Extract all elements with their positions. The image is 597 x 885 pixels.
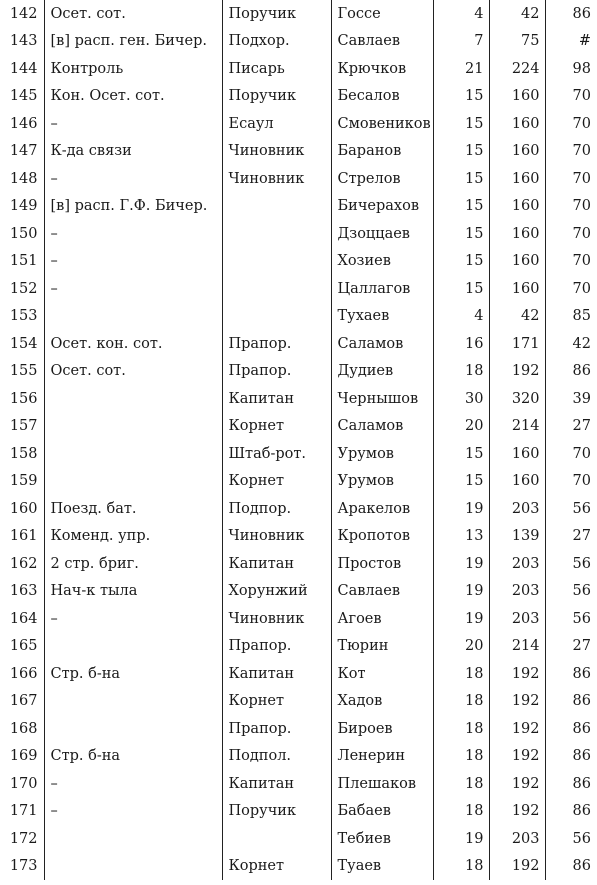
- value-b-cell: 160: [489, 440, 545, 468]
- row-number: 164: [9, 610, 38, 627]
- surname-cell: Стрелов: [331, 165, 433, 193]
- table-row: [0, 220, 597, 248]
- value-b-cell: 139: [489, 523, 545, 551]
- rank-cell: Капитан: [222, 385, 331, 413]
- rank-cell: [222, 193, 331, 221]
- value-a-cell: 15: [433, 165, 489, 193]
- value-c-cell: 86: [545, 770, 597, 798]
- rank-cell: Прапор.: [222, 715, 331, 743]
- unit-cell: –: [44, 770, 222, 798]
- unit-cell: Коменд. упр.: [44, 523, 222, 551]
- value-b-cell: 160: [489, 165, 545, 193]
- value-c-cell: 86: [545, 358, 597, 386]
- value-a-cell: 4: [433, 303, 489, 331]
- value-a-cell: 18: [433, 688, 489, 716]
- value-a-cell: 15: [433, 248, 489, 276]
- value-c-cell: 70: [545, 83, 597, 111]
- table-row: [0, 798, 597, 826]
- rank-cell: Капитан: [222, 660, 331, 688]
- surname-cell: Туаев: [331, 853, 433, 881]
- unit-cell: Кон. Осет. сот.: [44, 83, 222, 111]
- rank-cell: Есаул: [222, 110, 331, 138]
- table-row: [0, 688, 597, 716]
- value-c-cell: 70: [545, 440, 597, 468]
- table-row: [0, 83, 597, 111]
- value-b-cell: 75: [489, 28, 545, 56]
- unit-cell: –: [44, 275, 222, 303]
- value-b-cell: 192: [489, 715, 545, 743]
- value-c-cell: 39: [545, 385, 597, 413]
- surname-cell: Урумов: [331, 468, 433, 496]
- table-row: [0, 275, 597, 303]
- value-b-cell: 160: [489, 275, 545, 303]
- surname-cell: Саламов: [331, 413, 433, 441]
- value-b-cell: 224: [489, 55, 545, 83]
- row-number: 173: [9, 858, 38, 874]
- surname-cell: Урумов: [331, 440, 433, 468]
- table-row: [0, 28, 597, 56]
- table-row: [0, 440, 597, 468]
- surname-cell: Смовеников: [331, 110, 433, 138]
- value-c-cell: 27: [545, 633, 597, 661]
- row-number: 159: [9, 473, 38, 489]
- surname-cell: Савлаев: [331, 28, 433, 56]
- rank-cell: Чиновник: [222, 138, 331, 166]
- row-number: 153: [9, 308, 38, 324]
- table-row: [0, 523, 597, 551]
- unit-cell: Стр. б-на: [44, 743, 222, 771]
- value-c-cell: 27: [545, 523, 597, 551]
- unit-cell: –: [44, 110, 222, 138]
- rank-cell: Чиновник: [222, 605, 331, 633]
- table-row: [0, 0, 597, 28]
- row-number: 168: [9, 720, 38, 737]
- unit-cell: Осет. сот.: [44, 0, 222, 28]
- rank-cell: Корнет: [222, 853, 331, 881]
- value-a-cell: 15: [433, 440, 489, 468]
- value-a-cell: 15: [433, 468, 489, 496]
- row-number: 142: [9, 5, 38, 22]
- value-c-cell: 98: [545, 55, 597, 83]
- surname-cell: Дудиев: [331, 358, 433, 386]
- value-b-cell: 192: [489, 660, 545, 688]
- unit-cell: [44, 688, 222, 716]
- table-row: [0, 468, 597, 496]
- surname-cell: Кот: [331, 660, 433, 688]
- rank-cell: Штаб-рот.: [222, 440, 331, 468]
- value-b-cell: 42: [489, 303, 545, 331]
- unit-cell: [в] расп. Г.Ф. Бичер.: [44, 193, 222, 221]
- row-number: 162: [9, 555, 38, 572]
- row-number: 158: [9, 445, 38, 462]
- surname-cell: Саламов: [331, 330, 433, 358]
- row-number: 170: [9, 775, 38, 792]
- unit-cell: Стр. б-на: [44, 660, 222, 688]
- unit-cell: [44, 413, 222, 441]
- value-c-cell: 70: [545, 468, 597, 496]
- surname-cell: Тухаев: [331, 303, 433, 331]
- surname-cell: Бесалов: [331, 83, 433, 111]
- row-number: 145: [9, 88, 38, 104]
- surname-cell: Чернышов: [331, 385, 433, 413]
- unit-cell: К-да связи: [44, 138, 222, 166]
- value-c-cell: 86: [545, 688, 597, 716]
- value-b-cell: 42: [489, 0, 545, 28]
- value-b-cell: 160: [489, 83, 545, 111]
- rank-cell: [222, 303, 331, 331]
- surname-cell: Бабаев: [331, 798, 433, 826]
- unit-cell: [44, 468, 222, 496]
- value-c-cell: 70: [545, 193, 597, 221]
- value-c-cell: 70: [545, 248, 597, 276]
- value-b-cell: 192: [489, 358, 545, 386]
- table-row: [0, 358, 597, 386]
- value-b-cell: 192: [489, 798, 545, 826]
- value-b-cell: 214: [489, 413, 545, 441]
- surname-cell: Дзоццаев: [331, 220, 433, 248]
- value-b-cell: 192: [489, 688, 545, 716]
- rank-cell: [222, 275, 331, 303]
- row-number: 146: [9, 115, 38, 132]
- row-number: 167: [9, 693, 38, 709]
- value-c-cell: 86: [545, 715, 597, 743]
- row-number: 148: [9, 170, 38, 187]
- value-c-cell: 86: [545, 0, 597, 28]
- unit-cell: [44, 633, 222, 661]
- value-b-cell: 160: [489, 220, 545, 248]
- value-b-cell: 160: [489, 193, 545, 221]
- rank-cell: Чиновник: [222, 165, 331, 193]
- surname-cell: Баранов: [331, 138, 433, 166]
- unit-cell: [44, 440, 222, 468]
- unit-cell: [44, 303, 222, 331]
- value-b-cell: 160: [489, 138, 545, 166]
- surname-cell: Простов: [331, 550, 433, 578]
- value-c-cell: 42: [545, 330, 597, 358]
- unit-cell: Поезд. бат.: [44, 495, 222, 523]
- value-a-cell: 15: [433, 275, 489, 303]
- value-a-cell: 19: [433, 495, 489, 523]
- value-b-cell: 203: [489, 495, 545, 523]
- surname-cell: Ленерин: [331, 743, 433, 771]
- surname-cell: Плешаков: [331, 770, 433, 798]
- value-c-cell: 27: [545, 413, 597, 441]
- value-b-cell: 160: [489, 248, 545, 276]
- value-a-cell: 7: [433, 28, 489, 56]
- row-number: 157: [9, 418, 38, 434]
- rank-cell: Хорунжий: [222, 578, 331, 606]
- value-a-cell: 18: [433, 660, 489, 688]
- table-row: [0, 660, 597, 688]
- table-row: [0, 633, 597, 661]
- table-row: [0, 138, 597, 166]
- table-row: [0, 825, 597, 853]
- value-b-cell: 203: [489, 578, 545, 606]
- table-row: [0, 193, 597, 221]
- table-row: [0, 715, 597, 743]
- row-number: 165: [9, 638, 38, 654]
- row-number: 149: [9, 198, 38, 214]
- value-b-cell: 171: [489, 330, 545, 358]
- value-a-cell: 18: [433, 853, 489, 881]
- value-a-cell: 15: [433, 220, 489, 248]
- row-number: 171: [9, 803, 38, 819]
- value-a-cell: 18: [433, 743, 489, 771]
- unit-cell: –: [44, 798, 222, 826]
- rank-cell: Поручик: [222, 83, 331, 111]
- rank-cell: [222, 220, 331, 248]
- value-b-cell: 160: [489, 468, 545, 496]
- surname-cell: Госсе: [331, 0, 433, 28]
- row-number: 172: [9, 830, 38, 847]
- unit-cell: Осет. кон. сот.: [44, 330, 222, 358]
- value-a-cell: 15: [433, 110, 489, 138]
- unit-cell: Осет. сот.: [44, 358, 222, 386]
- row-number: 155: [9, 363, 38, 379]
- unit-cell: 2 стр. бриг.: [44, 550, 222, 578]
- rank-cell: Прапор.: [222, 330, 331, 358]
- value-a-cell: 20: [433, 633, 489, 661]
- table-row: [0, 605, 597, 633]
- value-a-cell: 15: [433, 138, 489, 166]
- rank-cell: Капитан: [222, 550, 331, 578]
- unit-cell: –: [44, 605, 222, 633]
- value-c-cell: 86: [545, 743, 597, 771]
- rank-cell: Корнет: [222, 688, 331, 716]
- surname-cell: Кропотов: [331, 523, 433, 551]
- value-b-cell: 192: [489, 743, 545, 771]
- value-a-cell: 16: [433, 330, 489, 358]
- value-b-cell: 160: [489, 110, 545, 138]
- unit-cell: [44, 715, 222, 743]
- row-number: 160: [9, 500, 38, 517]
- unit-cell: [44, 385, 222, 413]
- surname-cell: Цаллагов: [331, 275, 433, 303]
- surname-cell: Тебиев: [331, 825, 433, 853]
- rank-cell: Капитан: [222, 770, 331, 798]
- value-c-cell: 56: [545, 550, 597, 578]
- unit-cell: [в] расп. ген. Бичер.: [44, 28, 222, 56]
- value-c-cell: 70: [545, 275, 597, 303]
- rank-cell: Подхор.: [222, 28, 331, 56]
- value-a-cell: 19: [433, 605, 489, 633]
- unit-cell: Нач-к тыла: [44, 578, 222, 606]
- rank-cell: Корнет: [222, 413, 331, 441]
- rank-cell: Подпол.: [222, 743, 331, 771]
- surname-cell: Хадов: [331, 688, 433, 716]
- row-number: 143: [9, 33, 38, 49]
- table-row: [0, 770, 597, 798]
- table-row: [0, 853, 597, 881]
- value-a-cell: 18: [433, 798, 489, 826]
- row-number: 144: [9, 60, 38, 77]
- value-c-cell: 86: [545, 798, 597, 826]
- surname-cell: Аракелов: [331, 495, 433, 523]
- unit-cell: [44, 853, 222, 881]
- surname-cell: Хозиев: [331, 248, 433, 276]
- row-number: 161: [9, 528, 38, 544]
- rank-cell: Прапор.: [222, 633, 331, 661]
- table-row: [0, 248, 597, 276]
- value-c-cell: #: [545, 28, 597, 56]
- unit-cell: –: [44, 220, 222, 248]
- row-number: 150: [9, 225, 38, 242]
- value-c-cell: 86: [545, 660, 597, 688]
- value-a-cell: 30: [433, 385, 489, 413]
- value-a-cell: 13: [433, 523, 489, 551]
- value-c-cell: 70: [545, 138, 597, 166]
- value-a-cell: 18: [433, 715, 489, 743]
- value-a-cell: 19: [433, 550, 489, 578]
- unit-cell: [44, 825, 222, 853]
- value-b-cell: 192: [489, 770, 545, 798]
- table-row: [0, 743, 597, 771]
- value-a-cell: 19: [433, 578, 489, 606]
- value-c-cell: 70: [545, 165, 597, 193]
- row-number: 163: [9, 583, 38, 599]
- value-b-cell: 214: [489, 633, 545, 661]
- value-b-cell: 203: [489, 605, 545, 633]
- surname-cell: Бичерахов: [331, 193, 433, 221]
- rank-cell: Подпор.: [222, 495, 331, 523]
- value-a-cell: 4: [433, 0, 489, 28]
- value-a-cell: 20: [433, 413, 489, 441]
- rank-cell: [222, 248, 331, 276]
- row-number: 151: [9, 253, 38, 269]
- value-a-cell: 18: [433, 358, 489, 386]
- value-c-cell: 85: [545, 303, 597, 331]
- rank-cell: [222, 825, 331, 853]
- surname-cell: Агоев: [331, 605, 433, 633]
- rank-cell: Чиновник: [222, 523, 331, 551]
- rank-cell: Корнет: [222, 468, 331, 496]
- table-row: [0, 550, 597, 578]
- value-c-cell: 70: [545, 220, 597, 248]
- row-number: 166: [9, 665, 38, 682]
- row-number: 169: [9, 748, 38, 764]
- value-c-cell: 86: [545, 853, 597, 881]
- table-row: [0, 165, 597, 193]
- value-b-cell: 192: [489, 853, 545, 881]
- value-a-cell: 18: [433, 770, 489, 798]
- value-b-cell: 203: [489, 550, 545, 578]
- table-row: [0, 330, 597, 358]
- rank-cell: Поручик: [222, 798, 331, 826]
- value-c-cell: 56: [545, 495, 597, 523]
- row-number: 154: [9, 335, 38, 352]
- surname-cell: Савлаев: [331, 578, 433, 606]
- table-row: [0, 495, 597, 523]
- unit-cell: Контроль: [44, 55, 222, 83]
- rank-cell: Прапор.: [222, 358, 331, 386]
- value-a-cell: 19: [433, 825, 489, 853]
- surname-cell: Бироев: [331, 715, 433, 743]
- value-c-cell: 56: [545, 578, 597, 606]
- table-row: [0, 578, 597, 606]
- value-b-cell: 320: [489, 385, 545, 413]
- surname-cell: Тюрин: [331, 633, 433, 661]
- value-a-cell: 15: [433, 193, 489, 221]
- value-a-cell: 15: [433, 83, 489, 111]
- row-number: 147: [9, 143, 38, 159]
- surname-cell: Крючков: [331, 55, 433, 83]
- table-row: [0, 413, 597, 441]
- value-b-cell: 203: [489, 825, 545, 853]
- unit-cell: –: [44, 165, 222, 193]
- table-row: [0, 303, 597, 331]
- row-number: 152: [9, 280, 38, 297]
- value-a-cell: 21: [433, 55, 489, 83]
- value-c-cell: 70: [545, 110, 597, 138]
- table-row: [0, 55, 597, 83]
- rank-cell: Писарь: [222, 55, 331, 83]
- unit-cell: –: [44, 248, 222, 276]
- row-number: 156: [9, 390, 38, 407]
- value-c-cell: 56: [545, 605, 597, 633]
- table-row: [0, 385, 597, 413]
- rank-cell: Поручик: [222, 0, 331, 28]
- value-c-cell: 56: [545, 825, 597, 853]
- table-row: [0, 110, 597, 138]
